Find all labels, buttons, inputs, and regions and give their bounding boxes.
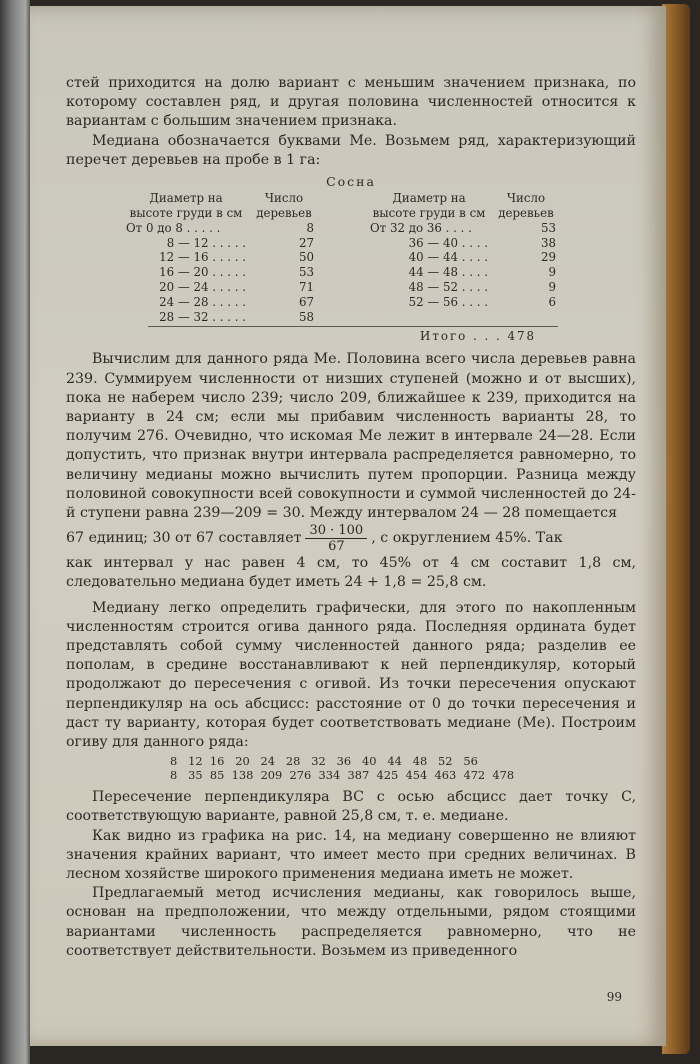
paragraph-8: Предлагаемый метод исчисления медианы, как говорилось выше, основан на предположении, что между отдельными, рядом стоящими вариантами численность распределяется равномерно, что не соответствует действительности. Возьмем из приведенного (66, 885, 636, 959)
book-page (30, 6, 666, 1046)
paragraph-4: как интервал у нас равен 4 см, то 45% от 4 см составит 1,8 см, следовательно медиана будет иметь 24 + 1,8 = 25,8 см. (66, 555, 636, 591)
paragraph-6: Пересечение перпендикуляра BC с осью абсцисс дает точку C, соответствующую варианте, равной 25,8 см, т. е. медиане. (66, 789, 636, 825)
paragraph-2: Медиана обозначается буквами Ме. Возьмем ряд, характеризующий перечет деревьев на пробе в 1 га: (66, 132, 636, 168)
table-header-count-left: Число деревьев (256, 191, 312, 221)
paragraph-7: Как видно из графика на рис. 14, на медиану совершенно не влияют значения крайних вариант, что имеет место при средних величинах. В лесном хозяйстве широкого применения медиана иметь не может. (66, 827, 636, 883)
table-cell: 12 — 16 . . . . . (159, 250, 246, 265)
table-cell: От 32 до 36 . . . . (370, 220, 472, 235)
fraction-before-text: 67 единиц; 30 от 67 составляет (66, 530, 302, 547)
table-rule (148, 326, 558, 327)
table-cell (370, 310, 488, 325)
diameter-table (126, 191, 596, 324)
table-cell (496, 310, 556, 325)
table-cell: От 0 до 8 . . . . . (126, 220, 221, 235)
table-cell: 71 (298, 280, 314, 294)
fraction (305, 523, 367, 554)
paragraph-5: Медиану легко определить графически, для этого по накопленным численностям строится огива данного ряда. Последняя ордината будет представлять собой сумму численностей данного ряда; разделив ее пополам, в средине восстанавливают к ней перпендикуляр, который продолжают до пересечения с огивой. Из точки пересечения опускают перпендикуляр на ось абсцисс: расстояние от 0 до точки пересечения и даст ту варианту, которая будет соответствовать медиане (Ме). Построим огиву для данного ряда: (66, 599, 636, 751)
table-cell: 16 — 20 . . . . . (159, 265, 246, 280)
ogive-sequence-cumulative: 8 35 85 138 209 276 334 387 425 454 463 472 478 (170, 768, 515, 783)
fraction-line (66, 523, 636, 554)
table-cell: 29 (540, 250, 556, 265)
table-cell: 6 (548, 294, 556, 309)
table-cell: 27 (298, 235, 314, 250)
table-cell: 53 (540, 220, 556, 235)
fraction-numerator: 30 · 100 (305, 523, 367, 539)
table-cell: 53 (298, 265, 314, 280)
table-cell: 20 — 24 . . . . . (159, 280, 246, 294)
table-header-diameter-left: Диаметр на высоте груди в см (129, 191, 243, 221)
table-cell: 52 — 56 . . . . (408, 294, 488, 309)
page-content (66, 74, 636, 961)
table-title: Сосна (326, 174, 376, 190)
table-cell: 40 — 44 . . . . (408, 250, 488, 265)
book-fore-edge (662, 4, 690, 1054)
ogive-sequence-variants: 8 12 16 20 24 28 32 36 40 44 48 52 56 (170, 754, 478, 769)
fraction-after-text: , с округлением 45%. Так (371, 530, 563, 547)
table-cell: 38 (540, 235, 556, 250)
table-cell: 48 — 52 . . . . (408, 280, 488, 294)
table-cell: 58 (298, 309, 314, 324)
table-cell: 8 — 12 . . . . . (166, 235, 246, 250)
table-cell: 8 (306, 220, 314, 235)
table-total: Итого . . . 478 (420, 329, 536, 344)
table-cell: 44 — 48 . . . . (408, 265, 488, 280)
paragraph-1: стей приходится на долю вариант с меньшим значением признака, по которому составлен ряд, и другая половина численностей относится к вариантам с большим значением признака. (66, 75, 636, 130)
page-number: 99 (606, 990, 622, 1004)
adjacent-page-edge (0, 0, 30, 1064)
table-header-count-right: Число деревьев (498, 191, 554, 221)
table-cell: 28 — 32 . . . . . (159, 309, 246, 324)
table-header-diameter-right: Диаметр на высоте груди в см (372, 191, 486, 221)
table-cell: 9 (548, 280, 556, 294)
table-cell: 24 — 28 . . . . . (159, 294, 246, 309)
table-cell: 67 (298, 294, 314, 309)
table-cell: 9 (548, 265, 556, 280)
fraction-denominator: 67 (328, 539, 345, 555)
table-cell: 36 — 40 . . . . (408, 235, 488, 250)
paragraph-3: Вычислим для данного ряда Ме. Половина всего числа деревьев равна 239. Суммируем численности от низших ступеней (можно и от высших), пока не наберем число 239; число 209, ближайшее к 239, приходится на варианту в 24 см; если мы прибавим численность варианты 28, то получим 276. Очевидно, что искомая Ме лежит в интервале 24—28. Если допустить, что признак внутри интервала распределяется равномерно, то величину медианы можно вычислить путем пропорции. Разница между половиной совокупности всей совокупности и суммой численностей до 24-й ступени равна 239—209 = 30. Между интервалом 24 — 28 помещается (66, 351, 636, 522)
table-cell: 50 (298, 250, 314, 265)
